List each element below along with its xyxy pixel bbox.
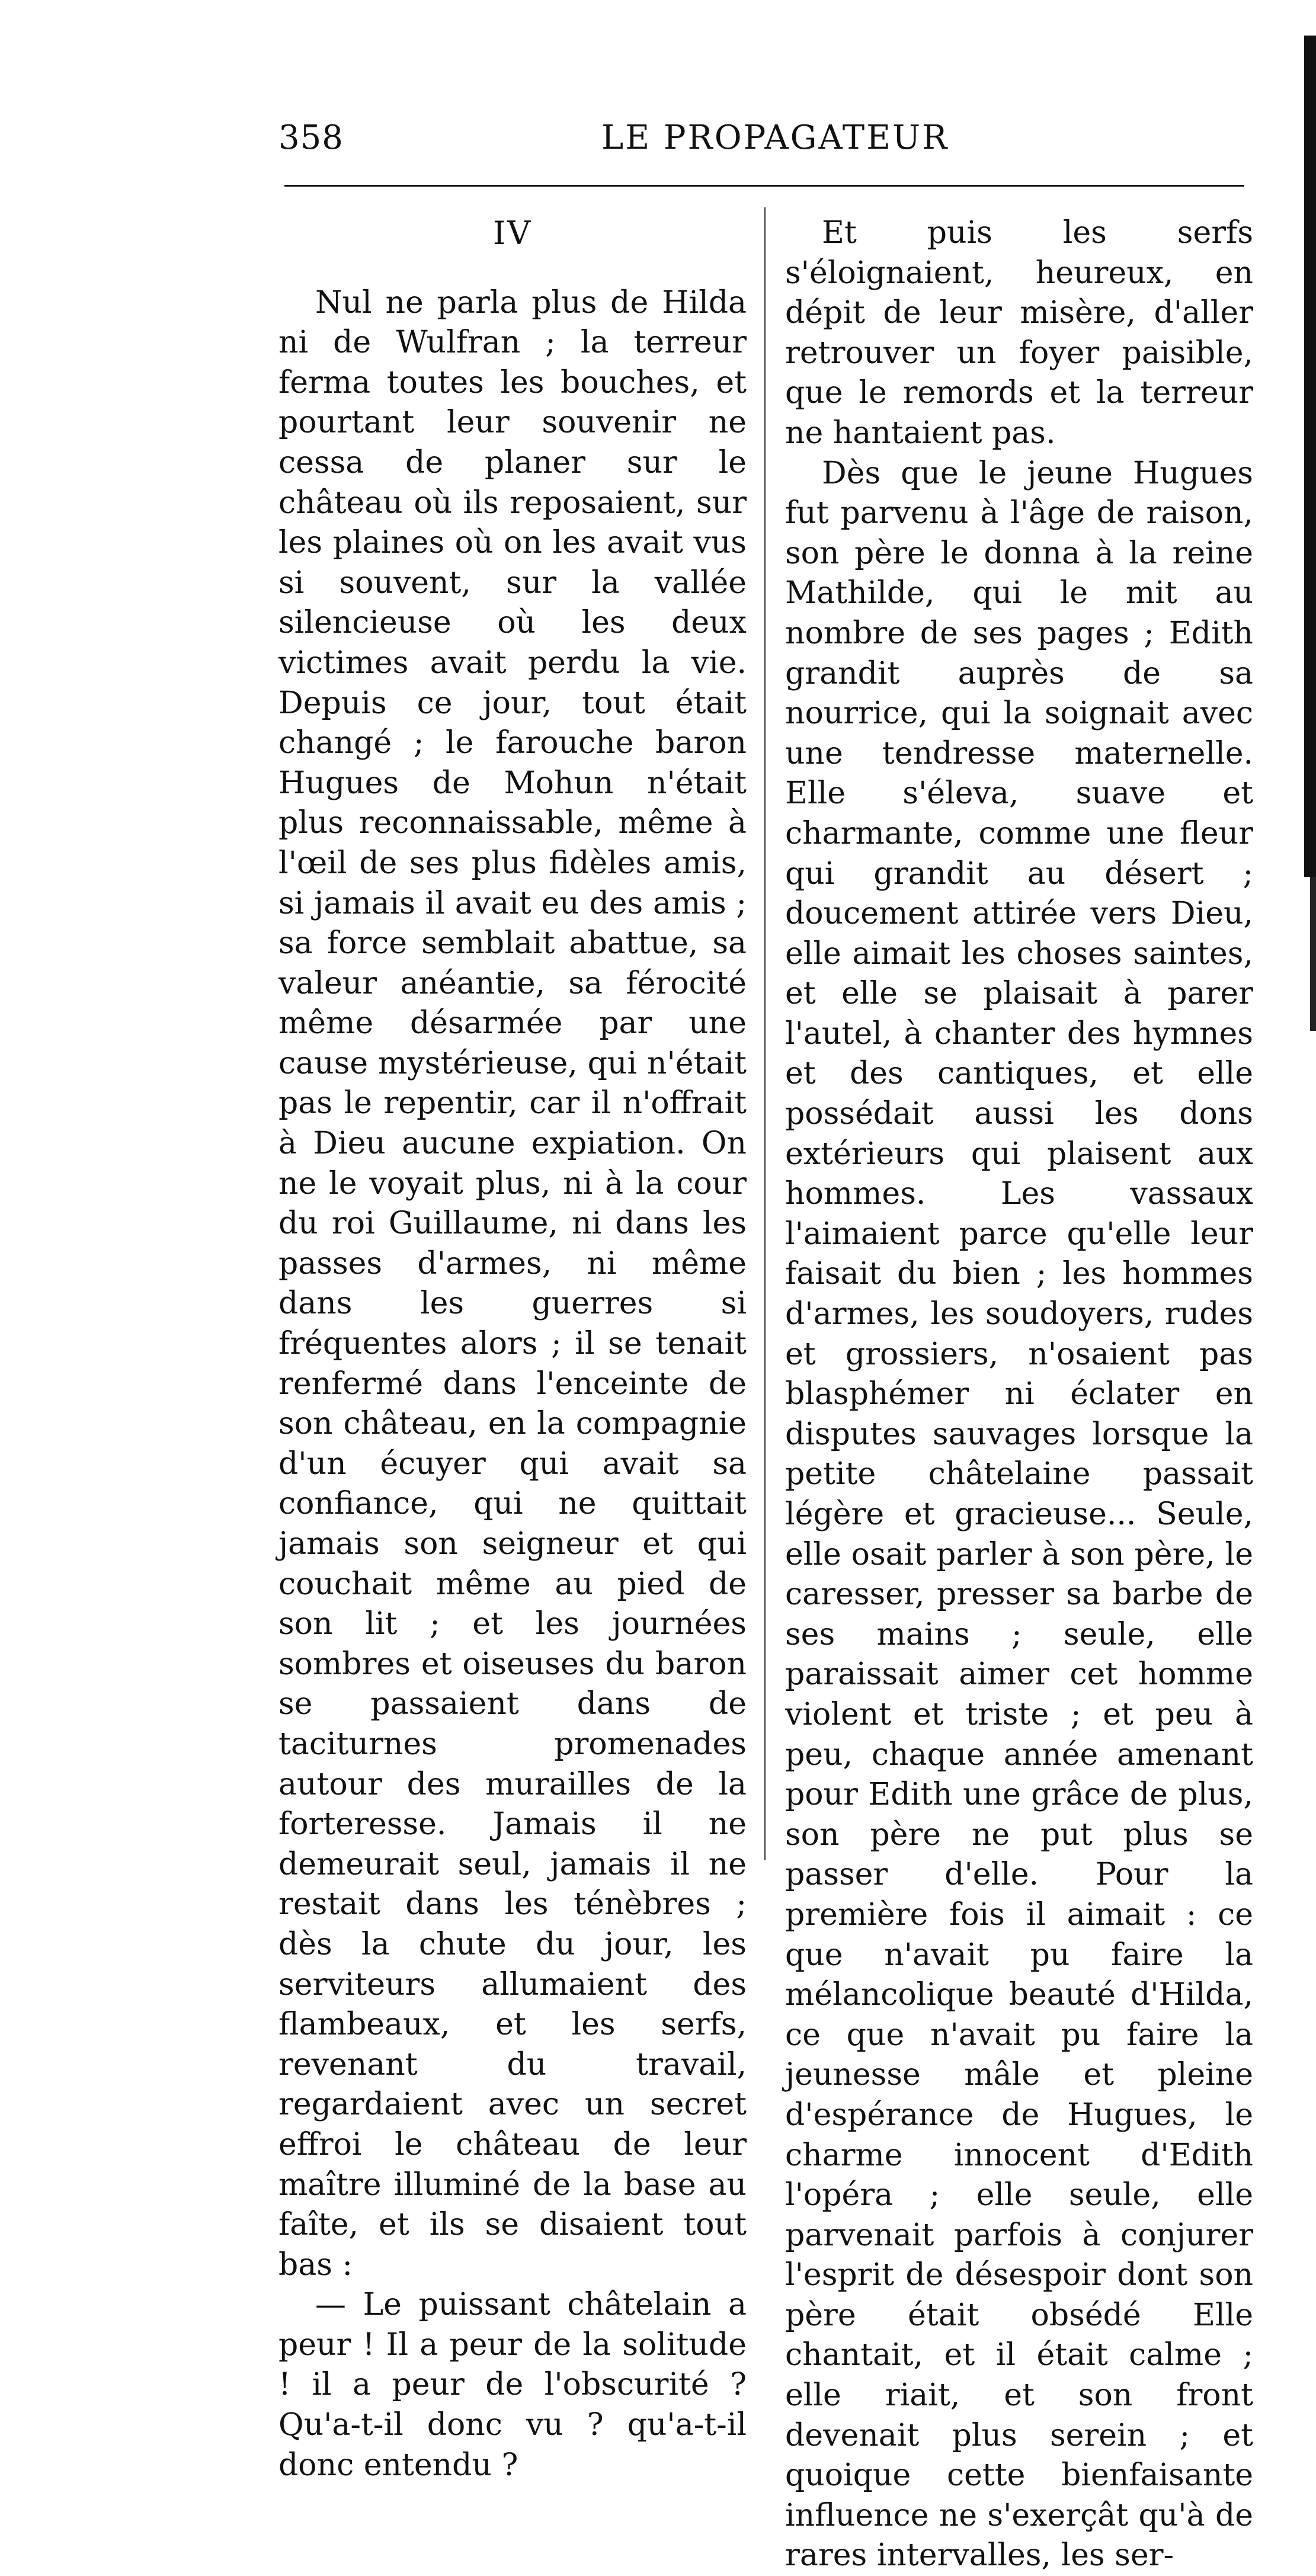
header-rule [284,185,1244,187]
section-heading: IV [492,214,533,252]
column-divider [764,207,766,1860]
left-column [278,213,747,2485]
page-edge-shadow [1304,36,1316,877]
paragraph: Nul ne parla plus de Hilda ni de Wulfran ; la terreur ferma toutes les bouches, et pourtant leur souvenir ne cessa de planer sur le château où ils reposaient, sur les plaines où on les avait vus si souvent, sur la vallée silencieuse où les deux victimes avait perdu la vie. Depuis ce jour, tout était changé ; le farouche baron Hugues de Mohun n'était plus reconnaissable, même à l'œil de ses plus fidèles amis, si jamais il avait eu des amis ; sa force semblait abattue, sa valeur anéantie, sa férocité même désarmée par une cause mystérieuse, qui n'était pas le repentir, car il n'offrait à Dieu aucune expiation. On ne le voyait plus, ni à la cour du roi Guillaume, ni dans les passes d'armes, ni même dans les guerres si fréquentes alors ; il se tenait renfermé dans l'enceinte de son château, en la compagnie d'un écuyer qui avait sa confiance, qui ne quittait jamais son seigneur et qui couchait même au pied de son lit ; et les journées sombres et oiseuses du baron se passaient dans de taciturnes promenades autour des murailles de la forteresse. Jamais il ne demeurait seul, jamais il ne restait dans les ténèbres ; dès la chute du jour, les serviteurs allumaient des flambeaux, et les serfs, revenant du travail, regardaient avec un secret effroi le château de leur maître illuminé de la base au faîte, et ils se disaient tout bas : [278,284,747,2283]
paragraph: Et puis les serfs s'éloignaient, heureux, en dépit de leur misère, d'aller retrouver un foyer paisible, que le remords et la terreur ne hantaient pas. [785,215,1253,451]
running-title: LE PROPAGATEUR [601,118,949,157]
right-column [785,213,1253,2576]
page-edge-shadow-lower [1310,877,1316,1031]
page-number: 358 [278,118,344,157]
paragraph: — Le puissant châtelain a peur ! Il a peur de la solitude ! il a peur de l'obscurité ? Qu'a-t-il donc vu ? qu'a-t-il donc entendu ? [278,2287,747,2483]
running-header [278,107,1250,166]
paragraph: Dès que le jeune Hugues fut parvenu à l'âge de raison, son père le donna à la reine Mathilde, qui le mit au nombre de ses pages ; Edith grandit auprès de sa nourrice, qui la soignait avec une tendresse maternelle. Elle s'éleva, suave et charmante, comme une fleur qui grandit au désert ; doucement attirée vers Dieu, elle aimait les choses saintes, et elle se plaisait à parer l'autel, à chanter des hymnes et des cantiques, et elle possédait aussi les dons extérieurs qui plaisent aux hommes. Les vassaux l'aimaient parce qu'elle leur faisait du bien ; les hommes d'armes, les soudoyers, rudes et grossiers, n'osaient pas blasphémer ni éclater en disputes sauvages lorsque la petite châtelaine passait légère et gracieuse... Seule, elle osait parler à son père, le caresser, presser sa barbe de ses mains ; seule, elle paraissait aimer cet homme violent et triste ; et peu à peu, chaque année amenant pour Edith une grâce de plus, son père ne put plus se passer d'elle. Pour la première fois il aimait : ce que n'avait pu faire la mélancolique beauté d'Hilda, ce que n'avait pu faire la jeunesse mâle et pleine d'espérance de Hugues, le charme innocent d'Edith l'opéra ; elle seule, elle parvenait parfois à conjurer l'esprit de désespoir dont son père était obsédé Elle chantait, et il était calme ; elle riait, et son front devenait plus serein ; et quoique cette bienfaisante influence ne s'exerçât qu'à de rares intervalles, les ser- [785,455,1253,2574]
